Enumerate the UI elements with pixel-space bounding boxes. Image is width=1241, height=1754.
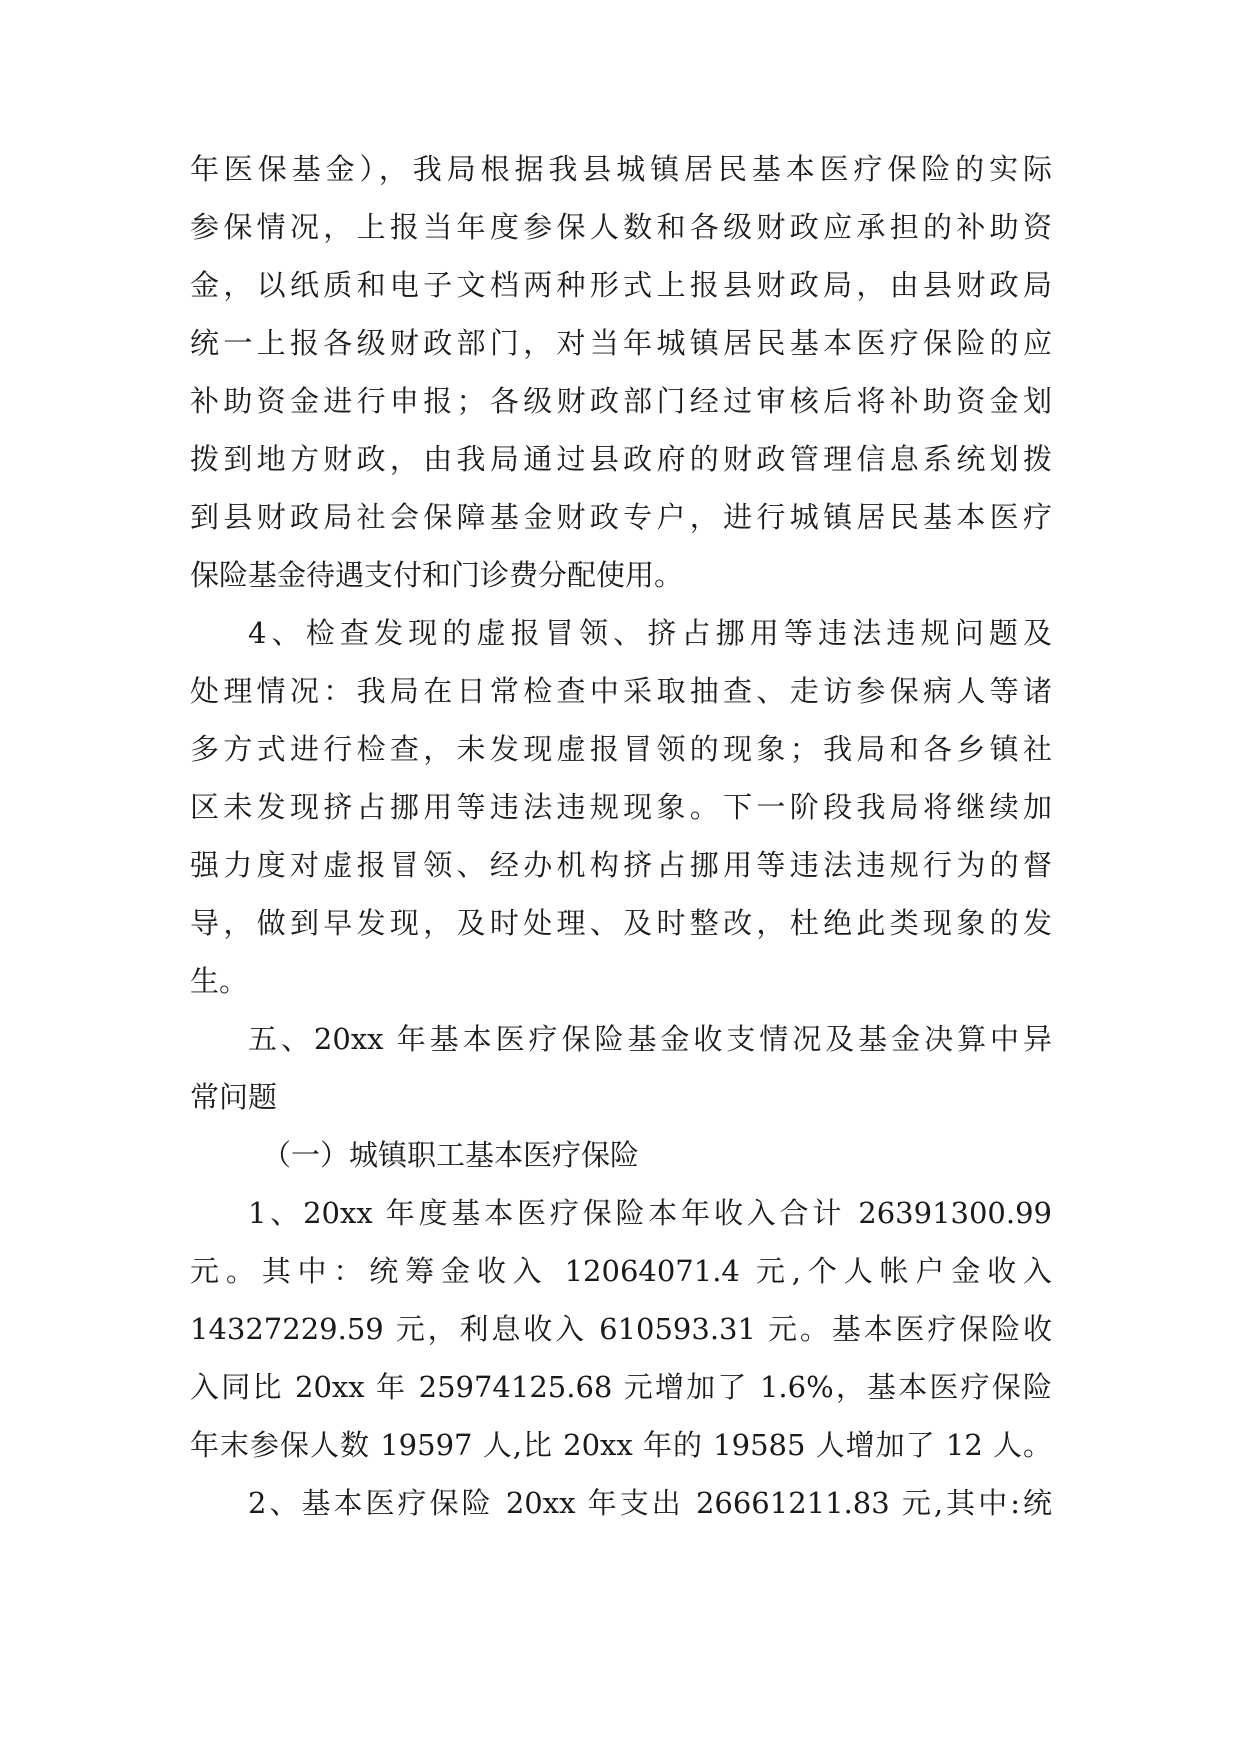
text-line: 参保情况，上报当年度参保人数和各级财政应承担的补助资	[190, 210, 1052, 244]
text-line: 补助资金进行申报；各级财政部门经过审核后将补助资金划	[190, 384, 1052, 418]
text-line: 统一上报各级财政部门，对当年城镇居民基本医疗保险的应	[190, 326, 1052, 360]
text-line: 14327229.59 元，利息收入 610593.31 元。基本医疗保险收	[190, 1312, 1052, 1346]
text-line: 元。其中：统筹金收入 12064071.4 元,个人帐户金收入	[190, 1254, 1052, 1288]
subsection-heading-one	[190, 1126, 1052, 1184]
text-line: 2、基本医疗保险 20xx 年支出 26661211.83 元,其中:统	[248, 1486, 1052, 1520]
paragraph-fund-reporting	[190, 140, 1052, 604]
document-page	[190, 140, 1052, 1532]
text-line: 年末参保人数 19597 人,比 20xx 年的 19585 人增加了 12 人。	[190, 1428, 1052, 1462]
text-line: （一）城镇职工基本医疗保险	[262, 1138, 640, 1172]
text-line: 金，以纸质和电子文档两种形式上报县财政局，由县财政局	[190, 268, 1052, 302]
text-line: 4、检查发现的虚报冒领、挤占挪用等违法违规问题及	[248, 616, 1052, 650]
section-heading-five	[190, 1010, 1052, 1126]
text-line: 拨到地方财政，由我局通过县政府的财政管理信息系统划拨	[190, 442, 1052, 476]
paragraph-income	[190, 1184, 1052, 1474]
text-line: 导，做到早发现，及时处理、及时整改，杜绝此类现象的发	[190, 906, 1052, 940]
text-line: 生。	[190, 964, 249, 998]
text-line: 五、20xx 年基本医疗保险基金收支情况及基金决算中异	[248, 1022, 1052, 1056]
text-line: 常问题	[190, 1080, 278, 1114]
text-line: 1、20xx 年度基本医疗保险本年收入合计 26391300.99	[248, 1196, 1052, 1230]
text-line: 入同比 20xx 年 25974125.68 元增加了 1.6%，基本医疗保险	[190, 1370, 1052, 1404]
paragraph-expenditure	[190, 1474, 1052, 1532]
text-line: 强力度对虚报冒领、经办机构挤占挪用等违法违规行为的督	[190, 848, 1052, 882]
paragraph-inspection-findings	[190, 604, 1052, 1010]
text-line: 处理情况：我局在日常检查中采取抽查、走访参保病人等诸	[190, 674, 1052, 708]
text-line: 年医保基金），我局根据我县城镇居民基本医疗保险的实际	[190, 152, 1052, 186]
text-line: 到县财政局社会保障基金财政专户，进行城镇居民基本医疗	[190, 500, 1052, 534]
text-line: 保险基金待遇支付和门诊费分配使用。	[190, 558, 684, 592]
text-line: 多方式进行检查，未发现虚报冒领的现象；我局和各乡镇社	[190, 732, 1052, 766]
text-line: 区未发现挤占挪用等违法违规现象。下一阶段我局将继续加	[190, 790, 1052, 824]
